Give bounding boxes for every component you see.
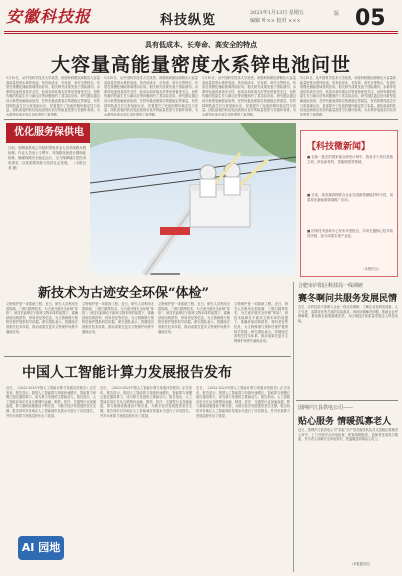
report-body-col-3: 近日，《2022-2023中国人工智能计算力发展评估报告》正式发布。报告显示，我国人工智能算力持续快速增长，智能算力规模已超过通用算力，成为算力发展的主要驱动力。报告指出，人工智能应用正在从互联网向金融、制造、医疗、交通等行业加速渗透，算力基础设施建设不断完善，为数字经济发展提供坚实支撑。报告同时对各地区人工智能城市发展水平进行了评估排名，并对未来算力发展趋势作出了展望。 bbox=[196, 386, 290, 418]
right-kicker: 合肥市庐阳区科技局一线调研 bbox=[298, 283, 364, 289]
lead-headline: 大容量高能量密度水系锌电池问世 bbox=[50, 54, 351, 76]
page-number: 05 bbox=[355, 6, 386, 31]
report-body-col-1: 近日，《2022-2023中国人工智能计算力发展评估报告》正式发布。报告显示，我国人工智能算力持续快速增长，智能算力规模已超过通用算力，成为算力发展的主要驱动力。报告指出，人工智能应用正在从互联网向金融、制造、医疗、交通等行业加速渗透，算力基础设施建设不断完善，为数字经济发展提供坚实支撑。报告同时对各地区人工智能城市发展水平进行了评估排名，并对未来算力发展趋势作出了展望。 bbox=[6, 386, 96, 418]
editor-line: 编辑 叶×× 校对 ××× bbox=[250, 18, 301, 24]
divider bbox=[4, 119, 398, 120]
news-brief-title: 【科技微新闻】 bbox=[307, 142, 371, 152]
lineworker-photo-image bbox=[90, 123, 296, 275]
header-rule bbox=[4, 31, 398, 32]
news-brief-item: ■ 日前，某省属高校联合企业完成新型储能材料中试，成果将在新能源领域推广应用。 bbox=[307, 193, 393, 202]
right-body: 近日，区科技局干部深入企业一线走访调研，了解企业在研发创新、人才引进、成果转化等方面的实际需求，现场协调解决问题，帮助企业纾困解难，推动惠企政策落地见效，为区域经济高质量发展注入科技动能。 bbox=[298, 305, 398, 323]
article-body-col-2: 文物保护是一项系统工程。近日，研究人员利用无损检测、三维扫描等技术，为古迹开展安全环保“体检”。该技术能够在不破坏文物本体的前提下，准确获取结构损伤、材料老化等信息，为文物修缮与预防性保护提供科学依据。研究团队表示，将继续完善相关技术体系，推动成果在更多文物保护场景中落地应用。 bbox=[82, 302, 154, 334]
divider bbox=[4, 356, 291, 357]
news-brief-box bbox=[300, 130, 398, 277]
report-body-col-2: 近日，《2022-2023中国人工智能计算力发展评估报告》正式发布。报告显示，我国人工智能算力持续快速增长，智能算力规模已超过通用算力，成为算力发展的主要驱动力。报告指出，人工智能应用正在从互联网向金融、制造、医疗、交通等行业加速渗透，算力基础设施建设不断完善，为数字经济发展提供坚实支撑。报告同时对各地区人工智能城市发展水平进行了评估排名，并对未来算力发展趋势作出了展望。 bbox=[100, 386, 192, 418]
lead-body-col-3: 1月10日，从中国科学技术大学获悉，该校科研团队研制出大容量高能量密度水系锌电池，具有低成本、长寿命、高安全等特点，有望在规模化储能领域得到应用。相关研究成果发表于国际期刊。水系锌电池因其高安全性、低成本和环境友好等优势备受关注，但锌负极的枝晶生长与副反应等问题制约了其实际应用。研究团队通过设计新型电解液添加剂，在锌负极表面原位构建稳定界面层，有效抑制枝晶生长与析氢副反应，显著提升了电池的循环稳定性与容量。团队组装的软包电池表现出优异的能量密度与长循环寿命，为水系锌电池走向实用化提供了新思路。 bbox=[202, 76, 296, 116]
lineworker-photo bbox=[90, 123, 296, 275]
masthead-logo: 安徽科技报 bbox=[6, 7, 92, 26]
header-rule-thin bbox=[4, 33, 398, 34]
right2-kicker: 国网庐江县供电公司—— bbox=[298, 405, 354, 411]
lead-body-col-1: 1月10日，从中国科学技术大学获悉，该校科研团队研制出大容量高能量密度水系锌电池，具有低成本、长寿命、高安全等特点，有望在规模化储能领域得到应用。相关研究成果发表于国际期刊。水系锌电池因其高安全性、低成本和环境友好等优势备受关注，但锌负极的枝晶生长与副反应等问题制约了其实际应用。研究团队通过设计新型电解液添加剂，在锌负极表面原位构建稳定界面层，有效抑制枝晶生长与析氢副反应，显著提升了电池的循环稳定性与容量。团队组装的软包电池表现出优异的能量密度与长循环寿命，为水系锌电池走向实用化提供了新思路。 bbox=[6, 76, 100, 116]
news-brief-credit: （本报综合） bbox=[361, 267, 382, 271]
article-body-col-1: 文物保护是一项系统工程。近日，研究人员利用无损检测、三维扫描等技术，为古迹开展安全环保“体检”。该技术能够在不破坏文物本体的前提下，准确获取结构损伤、材料老化等信息，为文物修缮与预防性保护提供科学依据。研究团队表示，将继续完善相关技术体系，推动成果在更多文物保护场景中落地应用。 bbox=[6, 302, 78, 334]
photo-caption-text: 日前，国网某供电公司组织带电作业人员对线路开展检修。作业人员登上斗臂车，对线路设备进行精细化检修，确保线路安全稳定运行，全力保障辖区居民用电需求，以优质服务助力经济社会发展。 bbox=[8, 146, 86, 165]
report-headline: 中国人工智能计算力发展报告发布 bbox=[22, 365, 232, 381]
photo-caption bbox=[8, 146, 86, 272]
right-headline: 赛冬啊问共服务发展民情 bbox=[298, 294, 398, 304]
news-brief-item: ■ 国家技术创新中心发布年度报告，多项关键核心技术取得突破，部分成果实现产业化。 bbox=[307, 229, 393, 238]
section-banner: 优化服务保供电 bbox=[6, 123, 178, 143]
news-brief-item: ■ 在新一批次的国家重点研发计划中，我省多个项目获批立项，涉及新材料、智能制造等领域。 bbox=[307, 155, 393, 164]
article-body-col-3: 文物保护是一项系统工程。近日，研究人员利用无损检测、三维扫描等技术，为古迹开展安全环保“体检”。该技术能够在不破坏文物本体的前提下，准确获取结构损伤、材料老化等信息，为文物修缮与预防性保护提供科学依据。研究团队表示，将继续完善相关技术体系，推动成果在更多文物保护场景中落地应用。 bbox=[158, 302, 230, 334]
photo-credit: （本报记者 摄） bbox=[8, 161, 86, 170]
right2-credit: （本报通讯员） bbox=[350, 562, 373, 566]
right2-headline: 贴心服务 情暖孤寡老人 bbox=[298, 417, 392, 427]
article-headline: 新技术为古迹安全环保“体检” bbox=[38, 286, 209, 301]
lead-body-col-2: 1月10日，从中国科学技术大学获悉，该校科研团队研制出大容量高能量密度水系锌电池，具有低成本、长寿命、高安全等特点，有望在规模化储能领域得到应用。相关研究成果发表于国际期刊。水系锌电池因其高安全性、低成本和环境友好等优势备受关注，但锌负极的枝晶生长与副反应等问题制约了其实际应用。研究团队通过设计新型电解液添加剂，在锌负极表面原位构建稳定界面层，有效抑制枝晶生长与析氢副反应，显著提升了电池的循环稳定性与容量。团队组装的软包电池表现出优异的能量密度与长循环寿命，为水系锌电池走向实用化提供了新思路。 bbox=[104, 76, 198, 116]
lead-body-col-4: 1月10日，从中国科学技术大学获悉，该校科研团队研制出大容量高能量密度水系锌电池，具有低成本、长寿命、高安全等特点，有望在规模化储能领域得到应用。相关研究成果发表于国际期刊。水系锌电池因其高安全性、低成本和环境友好等优势备受关注，但锌负极的枝晶生长与副反应等问题制约了其实际应用。研究团队通过设计新型电解液添加剂，在锌负极表面原位构建稳定界面层，有效抑制枝晶生长与析氢副反应，显著提升了电池的循环稳定性与容量。团队组装的软包电池表现出优异的能量密度与长循环寿命，为水系锌电池走向实用化提供了新思路。 bbox=[300, 76, 396, 116]
right2-body: 近日，国网庐江县供电公司“彩虹”共产党员服务队队员走进辖区孤寡老人家中，上门开展安全用电检查，排查线路隐患，更换老化电线与插座，并为老人讲解安全用电常识，把温暖送到群众心坎上。 bbox=[298, 428, 398, 442]
page-label: 版 bbox=[334, 11, 340, 17]
article-body-col-4: 文物保护是一项系统工程。近日，研究人员利用无损检测、三维扫描等技术，为古迹开展安全环保“体检”。该技术能够在不破坏文物本体的前提下，准确获取结构损伤、材料老化等信息，为文物修缮与预防性保护提供科学依据。研究团队表示，将继续完善相关技术体系，推动成果在更多文物保护场景中落地应用。 bbox=[234, 302, 288, 343]
issue-date: 2023年1月13日 星期五 bbox=[250, 10, 304, 16]
lead-kicker: 具有低成本、长寿命、高安全的特点 bbox=[145, 40, 257, 49]
divider bbox=[296, 400, 398, 401]
column-divider bbox=[293, 282, 294, 572]
ai-column-logo: AI 园地 bbox=[18, 536, 64, 560]
section-title: 科技纵览 bbox=[160, 13, 217, 28]
